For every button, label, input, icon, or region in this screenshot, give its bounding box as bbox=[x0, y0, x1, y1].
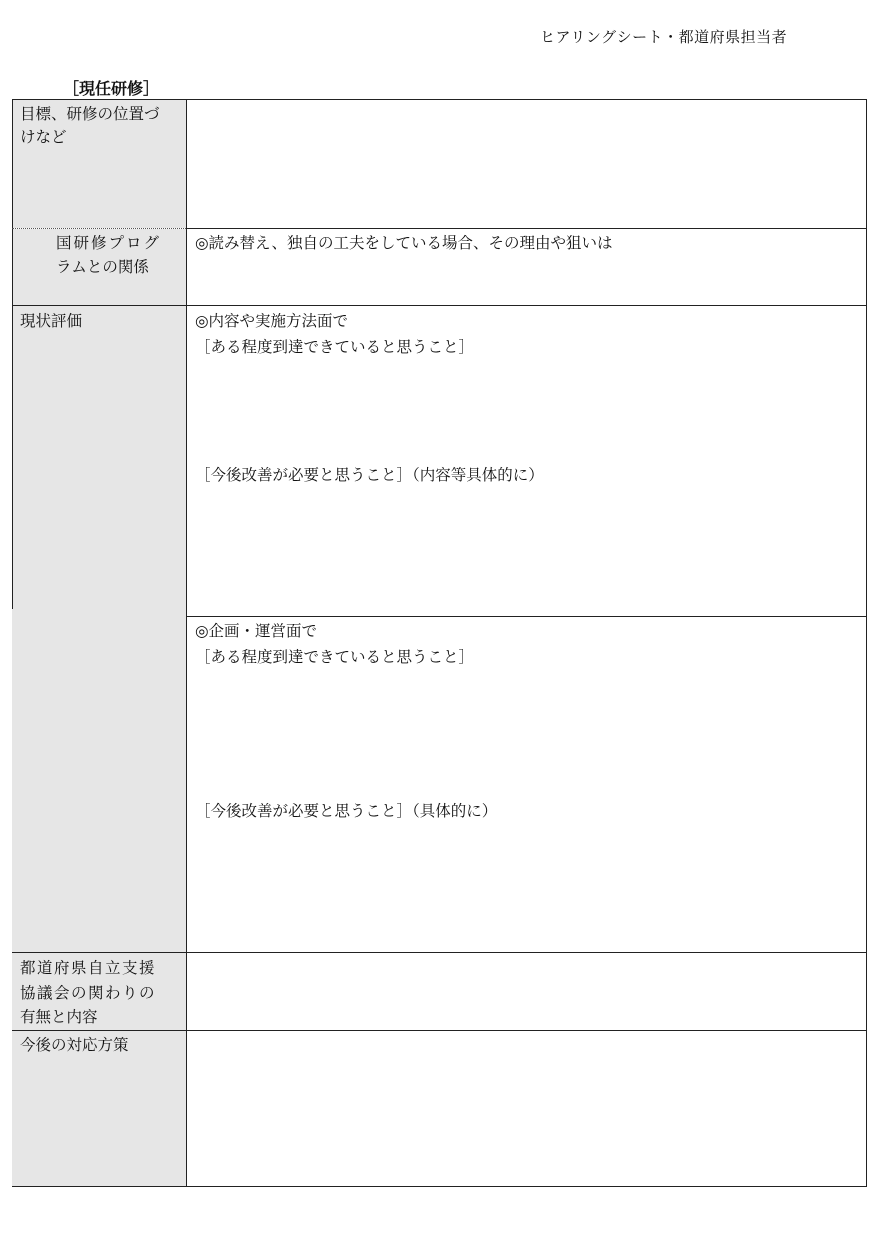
label-council-line1: 都道府県自立支援 bbox=[20, 959, 157, 977]
row-divider-national-program bbox=[12, 305, 867, 306]
label-council-line2: 協議会の関わりの bbox=[20, 984, 157, 1002]
row-divider-evaluation-sub bbox=[186, 616, 867, 617]
evaluation-section2-achieved: ［ある程度到達できていると思うこと］ bbox=[195, 648, 475, 666]
national-program-prompt: ◎読み替え、独自の工夫をしている場合、その理由や狙いは bbox=[195, 234, 613, 252]
row-divider-goals-right bbox=[186, 228, 867, 229]
row-divider-goals bbox=[12, 228, 186, 229]
table-border-left bbox=[12, 99, 13, 609]
label-goals-line1: 目標、研修の位置づ bbox=[20, 105, 160, 123]
evaluation-section1-heading: ◎内容や実施方法面で bbox=[195, 312, 349, 330]
label-council-line3: 有無と内容 bbox=[20, 1008, 98, 1026]
evaluation-section1-improve: ［今後改善が必要と思うこと］（内容等具体的に） bbox=[195, 466, 544, 484]
sheet-name: ヒアリングシート・都道府県担当者 bbox=[540, 28, 788, 46]
evaluation-section2-heading: ◎企画・運営面で bbox=[195, 622, 318, 640]
label-future: 今後の対応方策 bbox=[20, 1036, 129, 1054]
row-divider-evaluation bbox=[12, 952, 867, 953]
table-border-top bbox=[12, 99, 867, 100]
section-title: ［現任研修］ bbox=[63, 79, 160, 98]
table-border-right bbox=[866, 99, 867, 1187]
evaluation-section1-achieved: ［ある程度到達できていると思うこと］ bbox=[195, 338, 475, 356]
table-border-bottom bbox=[12, 1186, 867, 1187]
column-divider bbox=[186, 99, 187, 1187]
label-cell-evaluation bbox=[12, 306, 186, 952]
label-national-program-line2: ラムとの関係 bbox=[56, 258, 149, 276]
evaluation-section2-improve: ［今後改善が必要と思うこと］（具体的に） bbox=[195, 802, 498, 820]
label-national-program-line1: 国研修プログ bbox=[56, 234, 162, 252]
label-goals-line2: けなど bbox=[20, 128, 67, 146]
label-evaluation: 現状評価 bbox=[20, 312, 83, 330]
row-divider-council bbox=[12, 1030, 867, 1031]
